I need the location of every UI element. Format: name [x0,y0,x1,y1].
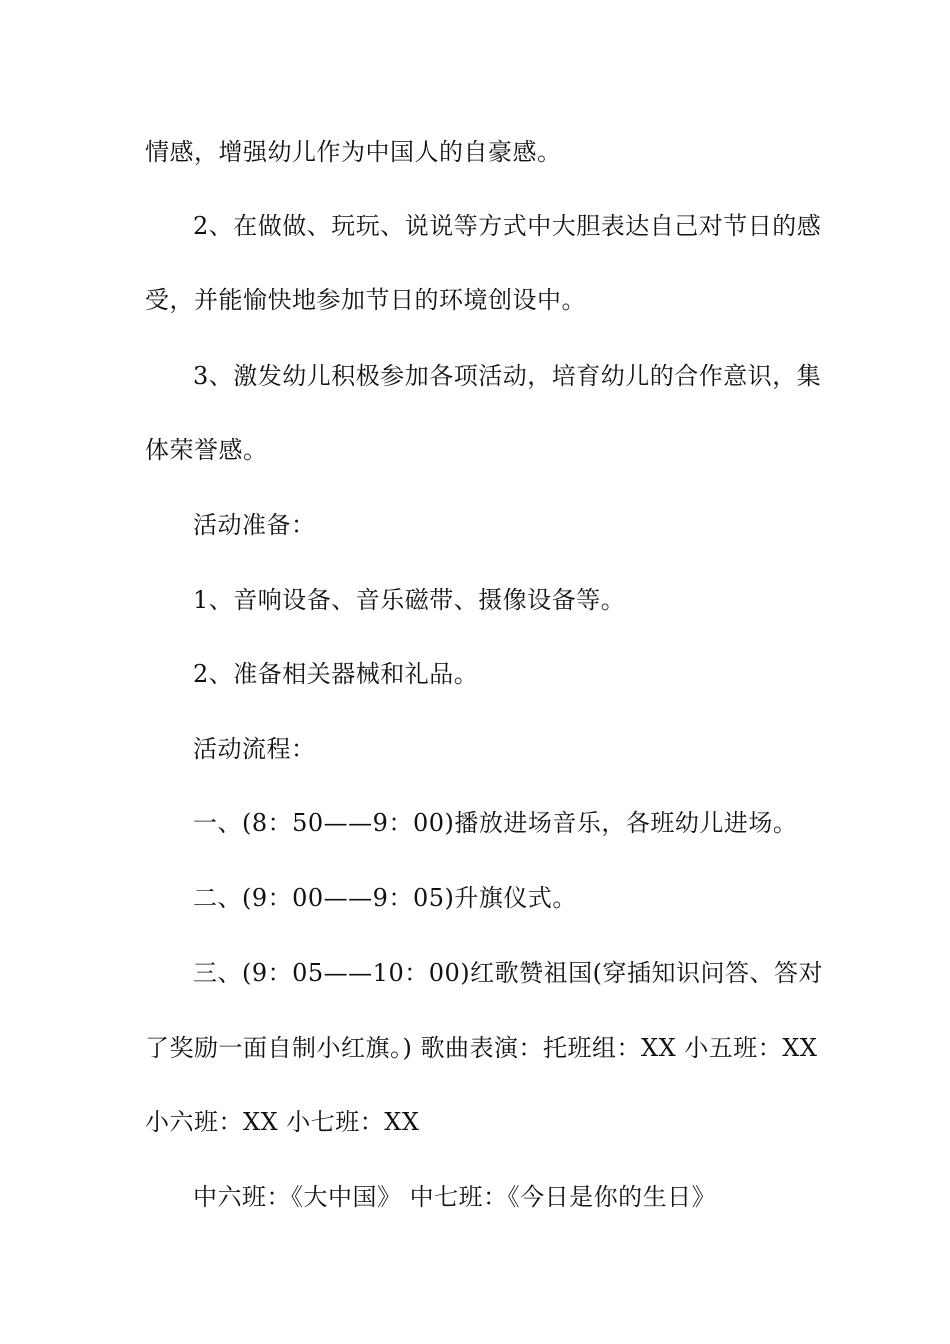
process-step-3-line-1: 三、(9：05——10：00)红歌赞祖国(穿插知识问答、答对 [193,959,823,987]
section-heading-process: 活动流程： [193,735,316,763]
paragraph-line-continuation: 情感，增强幼儿作为中国人的自豪感。 [145,138,562,166]
preparation-item-1: 1、音响设备、音乐磁带、摄像设备等。 [193,586,626,614]
goal-3-line-1: 3、激发幼儿积极参加各项活动，培育幼儿的合作意识，集 [193,362,822,390]
section-heading-preparation: 活动准备： [193,511,316,539]
process-step-3-line-3: 小六班：XX 小七班：XX [145,1108,420,1136]
goal-2-line-1: 2、在做做、玩玩、说说等方式中大胆表达自己对节日的感 [193,212,822,240]
process-step-3-line-2: 了奖励一面自制小红旗。) 歌曲表演：托班组：XX 小五班：XX [145,1034,818,1062]
process-step-3-line-4: 中六班：《大中国》 中七班：《今日是你的生日》 [193,1183,717,1211]
goal-3-line-2: 体荣誉感。 [145,436,268,464]
process-step-1: 一、(8：50——9：00)播放进场音乐，各班幼儿进场。 [193,809,798,837]
process-step-2: 二、(9：00——9：05)升旗仪式。 [193,884,577,912]
preparation-item-2: 2、准备相关器械和礼品。 [193,660,479,688]
goal-2-line-2: 受，并能愉快地参加节日的环境创设中。 [145,286,586,314]
